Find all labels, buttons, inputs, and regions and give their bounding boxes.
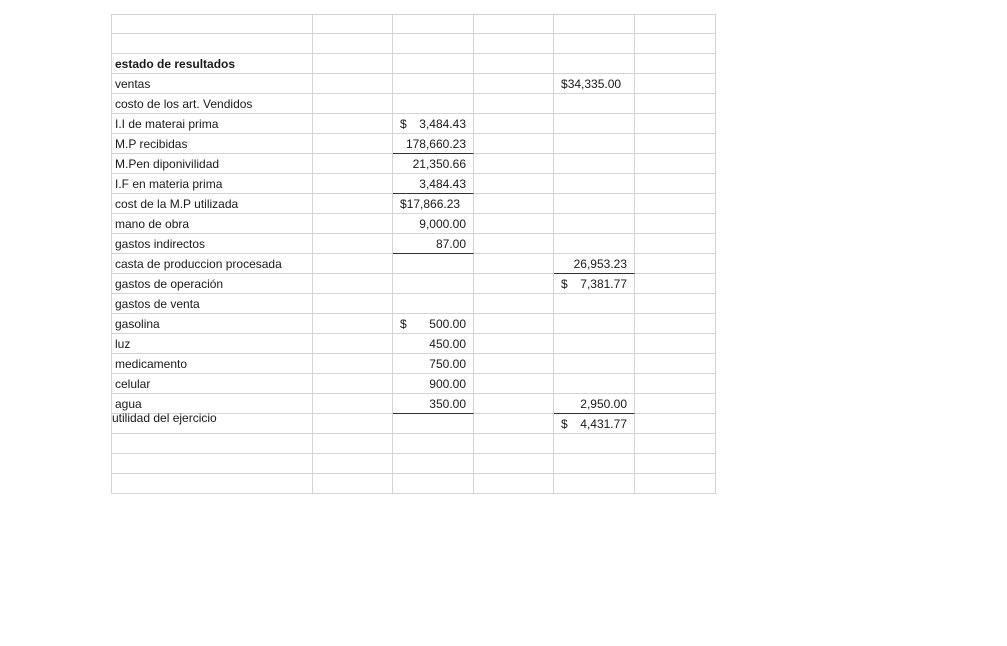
row-label: luz — [115, 337, 131, 351]
cell[interactable] — [554, 354, 635, 374]
sheet-title-cell[interactable] — [111, 54, 313, 74]
amount-value: 21,350.66 — [412, 157, 466, 171]
currency-symbol: $ — [400, 117, 407, 131]
amount-cell[interactable] — [554, 414, 635, 434]
cell[interactable] — [474, 134, 554, 154]
row-label: mano de obra — [115, 217, 190, 231]
amount-value: 17,866.23 — [406, 197, 461, 211]
cell[interactable] — [554, 54, 635, 74]
cell[interactable] — [474, 454, 554, 474]
cell[interactable] — [474, 234, 554, 254]
cell[interactable] — [393, 274, 474, 294]
row-label-cell[interactable] — [111, 294, 313, 314]
cell[interactable] — [393, 54, 474, 74]
amount-cell[interactable] — [393, 134, 474, 154]
cell[interactable] — [474, 94, 554, 114]
cell[interactable] — [474, 474, 554, 494]
currency-symbol: $ — [400, 317, 407, 331]
cell[interactable] — [554, 314, 635, 334]
cell[interactable] — [313, 314, 393, 334]
cell[interactable] — [313, 474, 393, 494]
cell[interactable] — [635, 134, 716, 154]
row-label: M.P recibidas — [115, 137, 188, 151]
cell[interactable] — [393, 474, 474, 494]
cell[interactable] — [474, 174, 554, 194]
cell[interactable] — [474, 374, 554, 394]
cell[interactable] — [474, 434, 554, 454]
row-label: celular — [115, 377, 151, 391]
row-label-cell[interactable] — [111, 194, 313, 214]
amount-value: 900.00 — [429, 377, 466, 391]
amount-cell[interactable] — [393, 334, 474, 354]
amount-value: 4,431.77 — [580, 417, 627, 431]
amount-value: 26,953.23 — [573, 257, 627, 271]
cell[interactable] — [474, 114, 554, 134]
row-label: I.I de materai prima — [115, 117, 219, 131]
cell[interactable] — [313, 274, 393, 294]
cell[interactable] — [474, 354, 554, 374]
cell[interactable] — [554, 234, 635, 254]
row-label-cell[interactable] — [111, 411, 313, 434]
cell[interactable] — [313, 194, 393, 214]
cell[interactable] — [474, 274, 554, 294]
cell[interactable] — [313, 114, 393, 134]
amount-value: 3,484.43 — [419, 117, 466, 131]
cell[interactable] — [313, 354, 393, 374]
amount-value: 7,381.77 — [580, 277, 627, 291]
cell[interactable] — [635, 374, 716, 394]
amount-cell[interactable] — [393, 114, 474, 134]
cell[interactable] — [393, 94, 474, 114]
row-label: M.Pen diponivilidad — [115, 157, 220, 171]
row-label: gasolina — [115, 317, 160, 331]
cell[interactable] — [474, 54, 554, 74]
cell[interactable] — [313, 34, 393, 54]
row-label-cell[interactable] — [111, 234, 313, 254]
cell[interactable] — [313, 334, 393, 354]
cell[interactable] — [635, 54, 716, 74]
cell[interactable] — [474, 14, 554, 34]
cell[interactable] — [313, 414, 393, 434]
cell[interactable] — [313, 454, 393, 474]
amount-cell[interactable] — [393, 234, 474, 254]
cell[interactable] — [554, 174, 635, 194]
amount-value: 450.00 — [429, 337, 466, 351]
cell[interactable] — [554, 214, 635, 234]
row-label-cell[interactable] — [111, 114, 313, 134]
cell[interactable] — [393, 294, 474, 314]
cell[interactable] — [554, 194, 635, 214]
cell[interactable] — [635, 274, 716, 294]
row-label-cell[interactable] — [111, 74, 313, 94]
row-label: medicamento — [115, 357, 188, 371]
cell[interactable] — [635, 354, 716, 374]
amount-cell[interactable] — [393, 174, 474, 194]
cell[interactable] — [393, 34, 474, 54]
amount-value: 34,335.00 — [567, 77, 622, 91]
cell[interactable] — [313, 234, 393, 254]
amount-value: 750.00 — [429, 357, 466, 371]
row-label: cost de la M.P utilizada — [115, 197, 239, 211]
cell[interactable] — [554, 474, 635, 494]
cell[interactable] — [635, 234, 716, 254]
amount-cell[interactable] — [393, 154, 474, 174]
cell[interactable] — [474, 254, 554, 274]
cell[interactable] — [554, 14, 635, 34]
row-label: ventas — [115, 77, 151, 91]
cell[interactable] — [635, 414, 716, 434]
cell[interactable] — [313, 14, 393, 34]
cell[interactable] — [393, 454, 474, 474]
cell[interactable] — [635, 394, 716, 414]
row-label-cell[interactable] — [111, 314, 313, 334]
cell[interactable] — [635, 114, 716, 134]
cell[interactable] — [554, 154, 635, 174]
amount-cell[interactable] — [554, 274, 635, 294]
cell[interactable] — [313, 154, 393, 174]
cell[interactable] — [554, 94, 635, 114]
cell[interactable] — [313, 394, 393, 414]
row-label: agua — [115, 397, 142, 411]
cell[interactable] — [635, 214, 716, 234]
cell[interactable] — [635, 74, 716, 94]
cell[interactable] — [635, 154, 716, 174]
row-label-cell[interactable] — [111, 134, 313, 154]
cell[interactable] — [474, 214, 554, 234]
cell[interactable] — [635, 434, 716, 454]
cell[interactable] — [635, 34, 716, 54]
currency-symbol: $ — [561, 77, 568, 91]
amount-value: 350.00 — [429, 397, 466, 411]
row-label-cell[interactable] — [111, 334, 313, 354]
cell[interactable] — [554, 114, 635, 134]
row-label-cell[interactable] — [111, 274, 313, 294]
sheet-title: estado de resultados — [115, 57, 236, 71]
row-label: gastos de operación — [115, 277, 224, 291]
cell[interactable] — [635, 94, 716, 114]
cell[interactable] — [635, 14, 716, 34]
amount-value: 178,660.23 — [405, 137, 466, 151]
cell[interactable] — [393, 74, 474, 94]
cell[interactable] — [393, 434, 474, 454]
row-label-cell[interactable] — [111, 94, 313, 114]
amount-cell[interactable] — [554, 254, 635, 274]
amount-value: 87.00 — [435, 237, 466, 251]
cell[interactable] — [474, 334, 554, 354]
amount-value: 2,950.00 — [580, 397, 627, 411]
cell[interactable] — [474, 314, 554, 334]
amount-cell[interactable] — [393, 354, 474, 374]
cell[interactable] — [111, 454, 313, 474]
cell[interactable] — [474, 414, 554, 434]
cell[interactable] — [474, 394, 554, 414]
cell[interactable] — [554, 134, 635, 154]
cell[interactable] — [554, 334, 635, 354]
amount-value: 3,484.43 — [419, 177, 466, 191]
cell[interactable] — [111, 474, 313, 494]
row-label: casta de produccion procesada — [115, 257, 282, 271]
row-label: utilidad del ejercicio — [112, 411, 217, 425]
cell[interactable] — [393, 14, 474, 34]
amount-cell[interactable] — [393, 374, 474, 394]
cell[interactable] — [393, 414, 474, 434]
cell[interactable] — [474, 154, 554, 174]
amount-cell[interactable] — [554, 74, 635, 94]
cell[interactable] — [313, 54, 393, 74]
cell[interactable] — [313, 214, 393, 234]
cell[interactable] — [635, 294, 716, 314]
amount-value: 500.00 — [429, 317, 466, 331]
currency-symbol: $ — [561, 417, 568, 431]
amount-cell[interactable] — [393, 214, 474, 234]
cell[interactable] — [313, 294, 393, 314]
cell[interactable] — [474, 194, 554, 214]
cell[interactable] — [635, 174, 716, 194]
cell[interactable] — [313, 174, 393, 194]
cell[interactable] — [554, 374, 635, 394]
row-label-cell[interactable] — [111, 174, 313, 194]
row-label-cell[interactable] — [111, 374, 313, 394]
cell[interactable] — [635, 254, 716, 274]
cell[interactable] — [313, 74, 393, 94]
amount-value: 9,000.00 — [419, 217, 466, 231]
cell[interactable] — [554, 34, 635, 54]
cell[interactable] — [635, 334, 716, 354]
amount-cell[interactable] — [393, 394, 474, 414]
cell[interactable] — [111, 434, 313, 454]
cell[interactable] — [111, 34, 313, 54]
cell[interactable] — [474, 294, 554, 314]
cell[interactable] — [554, 454, 635, 474]
cell[interactable] — [554, 434, 635, 454]
currency-symbol: $ — [561, 277, 568, 291]
row-label: gastos indirectos — [115, 237, 206, 251]
row-label-cell[interactable] — [111, 214, 313, 234]
cell[interactable] — [313, 254, 393, 274]
currency-symbol: $ — [400, 197, 407, 211]
amount-cell[interactable] — [393, 194, 474, 214]
amount-cell[interactable] — [393, 314, 474, 334]
row-label: I.F en materia prima — [115, 177, 223, 191]
cell[interactable] — [313, 434, 393, 454]
row-label-cell[interactable] — [111, 354, 313, 374]
cell[interactable] — [111, 14, 313, 34]
spreadsheet-grid — [111, 14, 716, 495]
cell[interactable] — [635, 314, 716, 334]
cell[interactable] — [393, 254, 474, 274]
cell[interactable] — [474, 74, 554, 94]
cell[interactable] — [635, 454, 716, 474]
cell[interactable] — [635, 474, 716, 494]
row-label: costo de los art. Vendidos — [115, 97, 253, 111]
cell[interactable] — [635, 194, 716, 214]
row-label: gastos de venta — [115, 297, 200, 311]
row-label-cell[interactable] — [111, 154, 313, 174]
cell[interactable] — [313, 94, 393, 114]
cell[interactable] — [313, 134, 393, 154]
cell[interactable] — [474, 34, 554, 54]
cell[interactable] — [313, 374, 393, 394]
row-label-cell[interactable] — [111, 254, 313, 274]
amount-cell[interactable] — [554, 394, 635, 414]
cell[interactable] — [554, 294, 635, 314]
